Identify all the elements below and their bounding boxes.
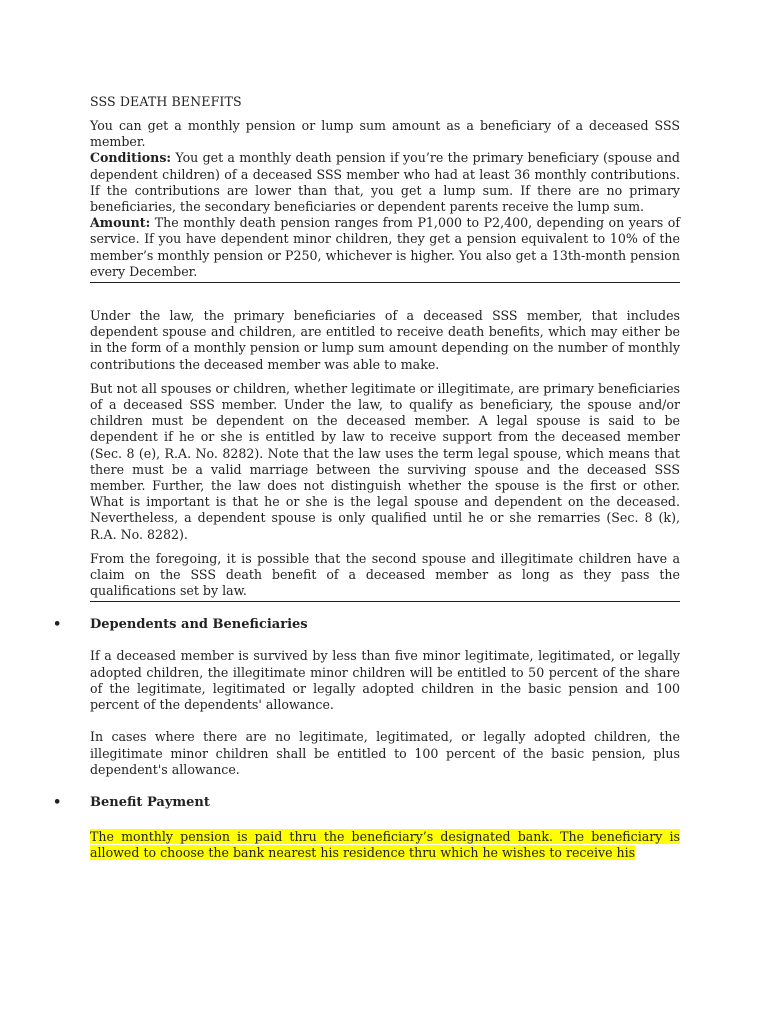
dependents-paragraph-2: In cases where there are no legitimate, legitimated, or legally adopted children, the illegitimate minor children shall be entitled to 100 percent of the basic pension, plus dependent's allowance. xyxy=(90,729,680,777)
law-paragraph-2: But not all spouses or children, whether legitimate or illegitimate, are primary beneficiaries of a deceased SSS member. Under the law, to qualify as beneficiary, the spouse and/or children must be dependent on the deceased member. A legal spouse is said to be dependent if he or she is entitled by law to receive support from the deceased member (Sec. 8 (e), R.A. No. 8282). Note that the law uses the term legal spouse, which means that there must be a valid marriage between the surviving spouse and the deceased SSS member. Further, the law does not distinguish whether the spouse is the first or other. What is important is that he or she is the legal spouse and dependent on the deceased. Nevertheless, a dependent spouse is only qualified until he or she remarries (Sec. 8 (k), R.A. No. 8282). xyxy=(90,380,680,542)
payment-heading xyxy=(53,794,680,811)
payment-paragraph xyxy=(90,829,680,861)
conditions-text: You get a monthly death pension if you’re the primary beneficiary (spouse and dependent children) of a deceased SSS member who had at least 36 monthly contributions. If the contributions are lower than that, you get a lump sum. If there are no primary beneficiaries, the secondary beneficiaries or dependent parents receive the lump sum. xyxy=(90,150,680,215)
intro-paragraph: You can get a monthly pension or lump sum amount as a beneficiary of a deceased SSS member. xyxy=(90,118,680,150)
highlighted-text: The monthly pension is paid thru the beneficiary’s designated bank. The beneficiary is allowed to choose the bank nearest his residence thru which he wishes to receive his xyxy=(90,828,680,861)
dependents-heading-text: Dependents and Beneficiaries xyxy=(90,617,308,633)
conditions-label: Conditions: xyxy=(90,150,172,166)
amount-label: Amount: xyxy=(90,215,151,231)
law-paragraph-1: Under the law, the primary beneficiaries of a deceased SSS member, that includes dependent spouse and children, are entitled to receive death benefits, which may either be in the form of a monthly pension or lump sum amount depending on the number of monthly contributions the deceased member was able to make. xyxy=(90,308,680,372)
bullet-icon: • xyxy=(53,617,62,633)
section-divider xyxy=(90,282,680,283)
law-paragraph-3: From the foregoing, it is possible that the second spouse and illegitimate children have a claim on the SSS death benefit of a deceased member as long as they pass the qualifications set by law. xyxy=(90,550,680,599)
dependents-paragraph-1: If a deceased member is survived by less than five minor legitimate, legitimated, or legally adopted children, the illegitimate minor children will be entitled to 50 percent of the share of the legitimate, legitimated or legally adopted children in the basic pension and 100 percent of the dependents' allowance. xyxy=(90,648,680,713)
section-divider xyxy=(90,601,680,602)
document-page xyxy=(53,94,680,861)
dependents-heading xyxy=(53,617,680,633)
amount-text: The monthly death pension ranges from P1,000 to P2,400, depending on years of service. If you have dependent minor children, they get a pension equivalent to 10% of the member’s monthly pension or P250, whichever is higher. You also get a 13th-month pension every December. xyxy=(90,215,680,279)
document-title: SSS DEATH BENEFITS xyxy=(90,94,242,109)
bullet-icon: • xyxy=(53,794,62,810)
conditions-paragraph xyxy=(90,150,680,215)
payment-heading-text: Benefit Payment xyxy=(90,794,210,810)
amount-paragraph xyxy=(90,215,680,280)
